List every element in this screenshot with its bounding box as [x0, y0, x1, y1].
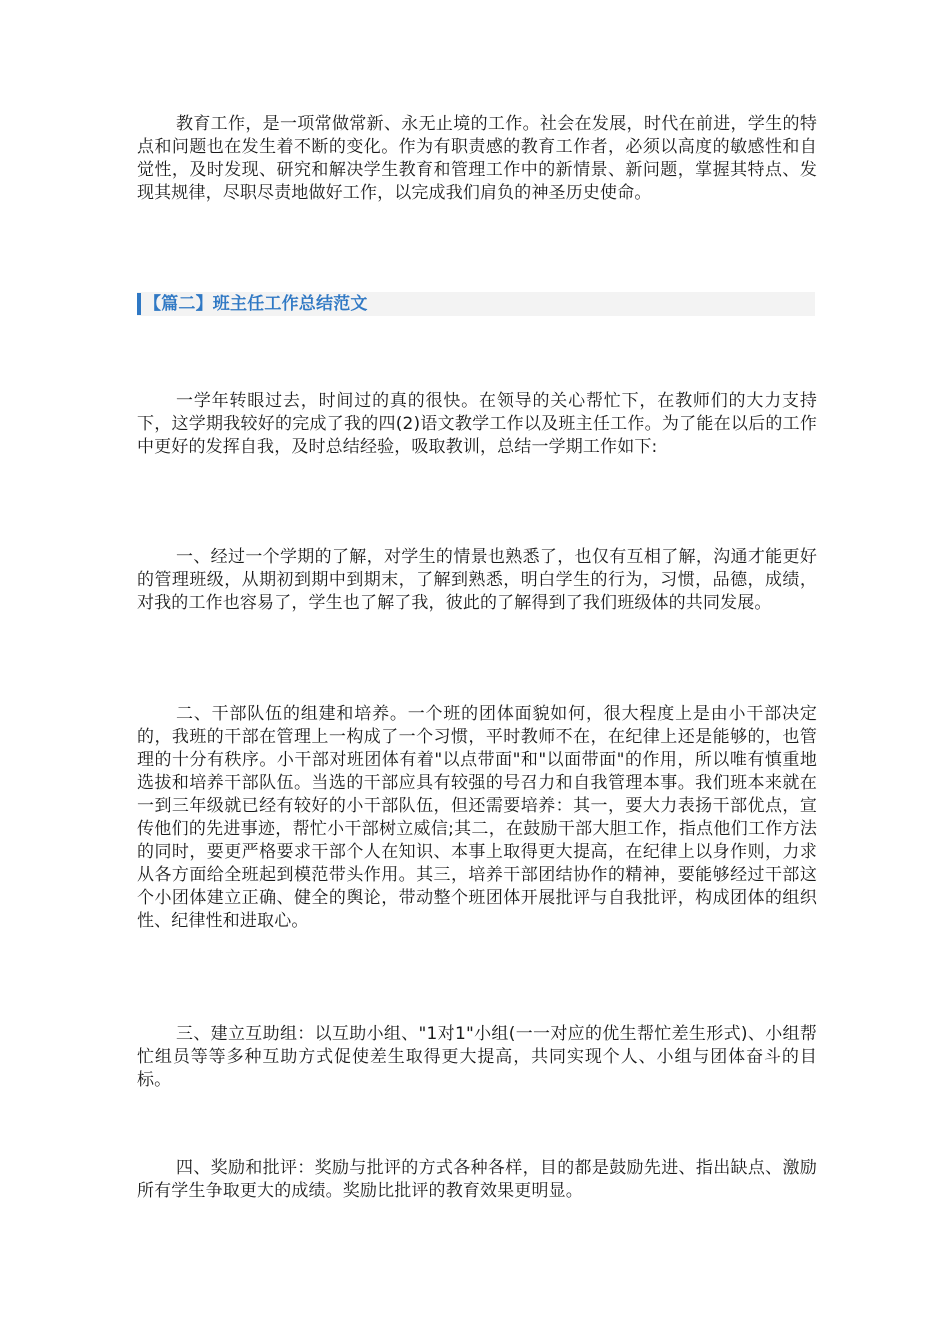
point-two-paragraph: 二、干部队伍的组建和培养。一个班的团体面貌如何，很大程度上是由小干部决定的，我班的干部在管理上一构成了一个习惯，平时教师不在，在纪律上还是能够的，也管理的十分有秩序。小干部对班团体有着"以点带面"和"以面带面"的作用，所以唯有慎重地选拔和培养干部队伍。当选的干部应具有较强的号召力和自我管理本事。我们班本来就在一到三年级就已经有较好的小干部队伍，但还需要培养：其一，要大力表扬干部优点，宣传他们的先进事迹，帮忙小干部树立威信;其二，在鼓励干部大胆工作，指点他们工作方法的同时，要更严格要求干部个人在知识、本事上取得更大提高，在纪律上以身作则，力求从各方面给全班起到模范带头作用。其三，培养干部团结协作的精神，要能够经过干部这个小团体建立正确、健全的舆论，带动整个班团体开展批评与自我批评，构成团体的组织性、纪律性和进取心。 [137, 704, 817, 931]
section-heading-bar [137, 292, 815, 316]
point-one-paragraph: 一、经过一个学期的了解，对学生的情景也熟悉了，也仅有互相了解，沟通才能更好的管理班级，从期初到期中到期末，了解到熟悉，明白学生的行为，习惯，品德，成绩，对我的工作也容易了，学生也了解了我，彼此的了解得到了我们班级体的共同发展。 [137, 547, 817, 613]
intro-paragraph: 教育工作，是一项常做常新、永无止境的工作。社会在发展，时代在前进，学生的特点和问题也在发生着不断的变化。作为有职责感的教育工作者，必须以高度的敏感性和自觉性，及时发现、研究和解决学生教育和管理工作中的新情景、新问题，掌握其特点、发现其规律，尽职尽责地做好工作，以完成我们肩负的神圣历史使命。 [137, 114, 817, 203]
point-three-paragraph: 三、建立互助组：以互助小组、"1对1"小组(一一对应的优生帮忙差生形式)、小组帮忙组员等等多种互助方式促使差生取得更大提高，共同实现个人、小组与团体奋斗的目标。 [137, 1024, 817, 1090]
point-four-paragraph: 四、奖励和批评：奖励与批评的方式各种各样，目的都是鼓励先进、指出缺点、激励所有学生争取更大的成绩。奖励比批评的教育效果更明显。 [137, 1158, 817, 1201]
summary-intro-paragraph: 一学年转眼过去，时间过的真的很快。在领导的关心帮忙下，在教师们的大力支持下，这学期我较好的完成了我的四(2)语文教学工作以及班主任工作。为了能在以后的工作中更好的发挥自我，及时总结经验，吸取教训，总结一学期工作如下: [137, 391, 817, 457]
section-heading: 【篇二】班主任工作总结范文 [144, 294, 368, 314]
heading-accent-bar [137, 293, 141, 315]
